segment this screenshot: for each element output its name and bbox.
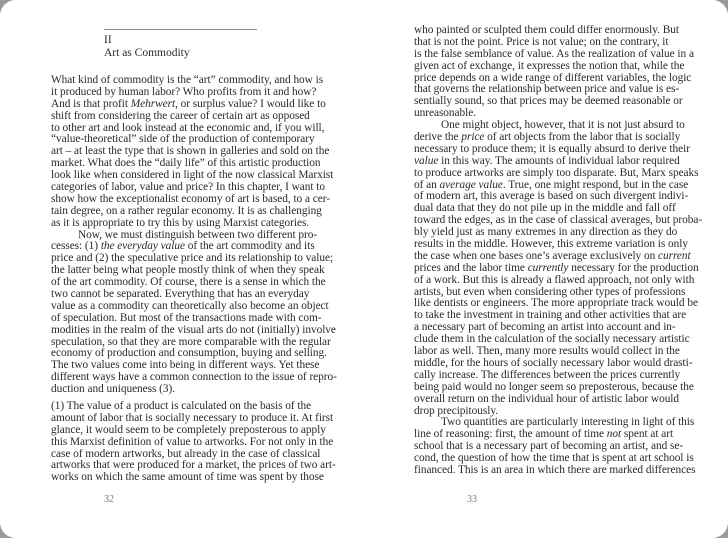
text-line: Now, we must distinguish between two different pro- [78,228,318,241]
paragraph [51,74,334,230]
text-line: is the false semblance of value. As the realization of value in a [414,47,694,60]
text-line: value in this way. The amounts of individual labor required [414,154,680,167]
text-line: that is not the point. Price is not value; on the contrary, it [414,35,669,48]
text-line: economy of production and consumption, buying and selling. [51,347,327,360]
page-number: 33 [467,494,477,505]
text-line: market. What does the “daily life” of this artistic production [51,157,321,170]
text-line: labor as well. Then, many more results would collect in the [414,345,680,358]
text-line: value as a commodity can theoretically also become an object [51,299,329,312]
text-line: to take the investment in training and other activities that are [414,309,687,322]
text-line: amount of labor that is socially necessary to produce it. At first [51,411,334,424]
text-line: toward the edges, as in the case of classical averages, but proba- [414,214,703,227]
text-line: the latter being what people mostly think of when they speak [51,264,325,277]
text-line: financed. This is an area in which there are marked differences [414,463,696,476]
text-line: clude them in the calculation of the socially necessary artistic [414,333,690,346]
text-line: different ways have a common connection to the issue of repro- [51,371,337,384]
text-line: artworks that were produced for a market, the prices of two art- [51,459,336,472]
text-line: price and (2) the speculative price and its relationship to value; [51,252,334,265]
text-line: shift from considering the career of certain art as opposed [51,109,310,122]
text-line: as it is appropriate to try this by using Marxist categories. [51,216,310,229]
paragraph [51,228,337,396]
text-line: tain degree, on a rather regular economy. It is as challenging [51,204,322,217]
text-line: sentially sound, so that prices may be deemed reasonable or [414,95,683,108]
paragraph [414,119,703,417]
text-line: results in the middle. However, this extreme variation is only [414,238,688,251]
text-line: of modern art, this average is based on such divergent indivi- [414,190,689,203]
text-line: who painted or sculpted them could differ enormously. But [414,24,679,36]
text-line: to produce artworks are simply too disparate. But, Marx speaks [414,166,699,179]
italic-emphasis: current [657,249,691,262]
right-page [364,0,728,538]
italic-emphasis: value [414,154,439,167]
text-line: The two values come into being in different ways. Yet these [51,359,320,372]
italic-emphasis: currently [527,261,569,274]
text-line: line of reasoning: first, the amount of time not spent at art [414,428,674,441]
text-line: the case when one bases one’s average exclusively on current [414,249,691,262]
text-line: What kind of commodity is the “art” commodity, and how is [51,74,324,86]
text-line: dual data that they do not pile up in the middle and fall off [414,202,676,215]
text-line: that governs the relationship between price and value is es- [414,83,680,96]
text-line: two cannot be separated. Everything that has an everyday [51,288,310,301]
text-line: glance, it would seem to be completely preposterous to apply [51,423,326,436]
text-line: of an average value. True, one might respond, but in the case [414,178,689,191]
left-body-text [51,74,337,396]
text-line: And is that profit Mehrwert, or surplus value? I would like to [51,97,326,110]
text-line: unreasonable. [414,107,477,120]
chapter-number: II [104,34,112,46]
text-line: cond, the question of how the time that is spent at art school is [414,452,694,465]
page-number: 32 [104,494,114,505]
text-line: case of modern artworks, but already in the case of classical [51,447,321,460]
italic-emphasis: Mehrwert [130,97,176,110]
chapter-title: Art as Commodity [104,47,190,59]
text-line: price depends on a wide range of different variables, the logic [414,71,692,84]
text-line: necessary to produce them; it is equally absurd to derive their [414,142,690,155]
text-line: One might object, however, that it is not just absurd to [441,119,685,132]
text-line: artists, but even when considering other types of professions [414,285,686,298]
italic-emphasis: price [461,131,485,144]
text-line: bly yield just as many extremes in any direction as they do [414,226,678,239]
text-line: derive the price of art objects from the labor that is socially [414,131,681,144]
text-line: cally increase. The differences between the prices currently [414,368,681,381]
text-line: duction and uniqueness (3). [51,383,176,396]
text-line: overall return on the individual hour of artistic labor would [414,392,680,405]
left-body-text-section [51,400,336,484]
text-line: school that is a necessary part of becoming an artist, and se- [414,440,684,453]
italic-emphasis: not [606,428,622,441]
text-line: “value-theoretical” side of the production of contemporary [51,133,315,146]
text-line: like dentists or engineers. The more appropriate track would be [414,297,698,310]
text-line: of the art commodity. Of course, there is a sense in which the [51,276,326,289]
text-line: Two quantities are particularly interesting in light of this [441,416,695,429]
text-line: being paid would no longer seem so preposterous, because the [414,380,694,393]
italic-emphasis: average value [439,178,503,191]
text-line: drop precipitously. [414,404,499,417]
text-line: a necessary part of becoming an artist into account and in- [414,321,676,334]
paragraph [414,24,694,120]
italic-emphasis: the everyday value [100,240,185,253]
text-line: to other art and look instead at the economic and, if you will, [51,121,325,134]
chapter-rule [104,29,257,30]
text-line: prices and the labor time currently necessary for the production [414,261,699,274]
paragraph [51,400,336,484]
text-line: middle, for the hours of socially necessary labor would drasti- [414,356,693,369]
text-line: of a work. But this is already a flawed approach, not only with [414,273,695,286]
text-line: look like when considered in light of the now classical Marxist [51,169,334,182]
text-line: show how the exceptionalist economy of art is based, to a cer- [51,192,330,205]
text-line: (1) The value of a product is calculated on the basis of the [51,400,312,412]
text-line: of speculation. But most of the transactions made with com- [51,311,322,324]
text-line: categories of labor, value and price? In this chapter, I want to [51,181,326,194]
text-line: it produced by human labor? Who profits from it and how? [51,85,317,98]
text-line: works on which the same amount of time was spent by those [51,471,324,484]
text-line: cesses: (1) the everyday value of the art commodity and its [51,240,315,253]
text-line: given act of exchange, it expresses the notion that, while the [414,59,685,72]
text-line: modities in the realm of the visual arts do not (initially) involve [51,323,336,336]
paragraph [414,416,696,476]
text-line: this Marxist definition of value to artworks. For not only in the [51,435,334,448]
text-line: art – at least the type that is shown in galleries and sold on the [51,145,330,158]
text-line: speculation, so that they are more comparable with the regular [51,335,331,348]
right-body-text [414,24,703,477]
